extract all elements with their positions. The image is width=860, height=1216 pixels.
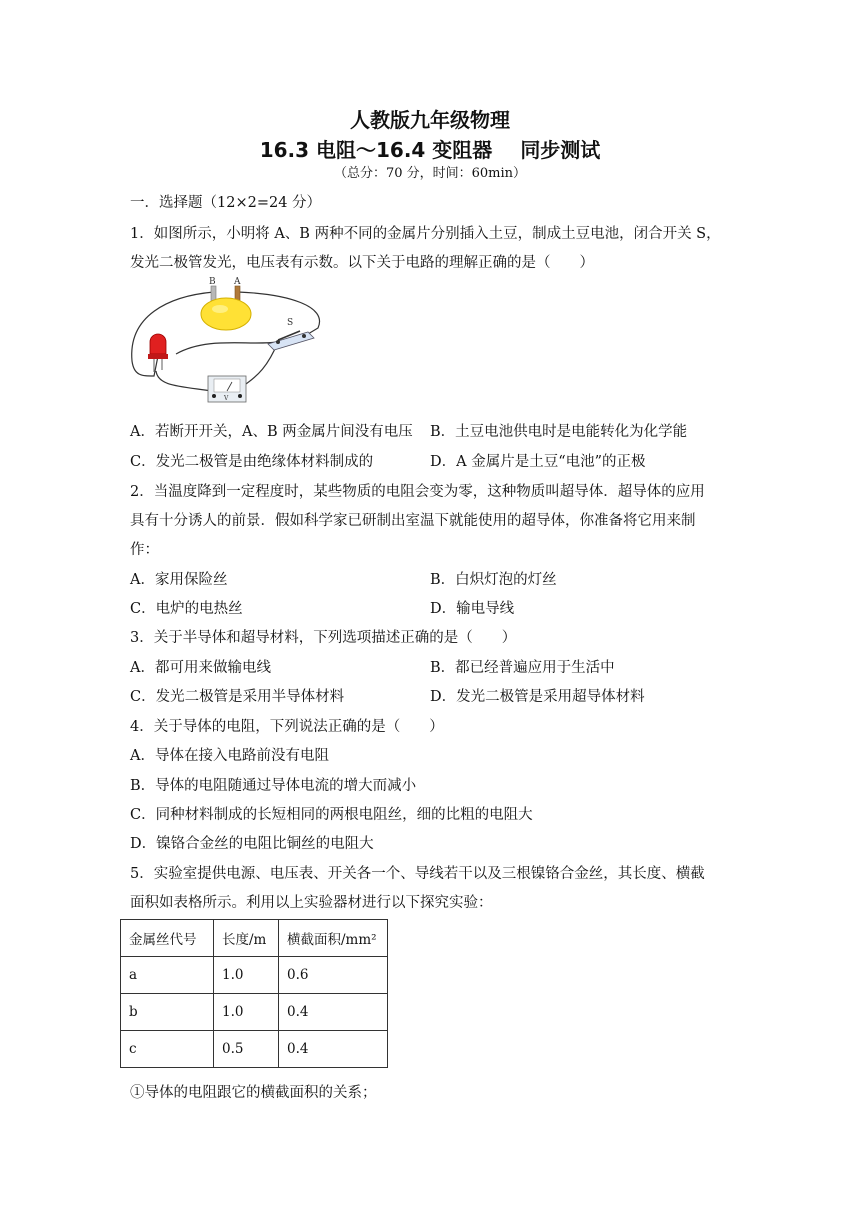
table-cell: 1.0 — [214, 994, 279, 1031]
q5-stem-line1: 5．实验室提供电源、电压表、开关各一个、导线若干以及三根镍铬合金丝，其长度、横截 — [130, 866, 705, 882]
svg-text:V: V — [224, 395, 229, 402]
svg-text:S: S — [287, 318, 294, 328]
led-icon — [148, 334, 168, 372]
table-row — [121, 1031, 388, 1068]
subtitle-chapter: 16.3 电阻～16.4 变阻器 — [259, 138, 493, 162]
q3-option-b: B．都已经普遍应用于生活中 — [430, 660, 615, 676]
table-cell: 0.5 — [214, 1031, 279, 1068]
q4-option-b: B．导体的电阻随通过导体电流的增大而减小 — [130, 778, 417, 794]
potato-battery-circuit-figure — [128, 276, 328, 408]
q2-stem-line3: 作： — [130, 542, 159, 558]
q2-option-b: B．白炽灯泡的灯丝 — [430, 572, 557, 588]
q4-option-c: C．同种材料制成的长短相同的两根电阻丝，细的比粗的电阻大 — [130, 807, 533, 823]
table-cell: 1.0 — [214, 957, 279, 994]
table-cell: 0.6 — [279, 957, 388, 994]
q3-option-d: D．发光二极管是采用超导体材料 — [430, 689, 645, 705]
table-header-cell: 横截面积/mm² — [279, 920, 388, 957]
score-info: （总分：70 分，时间：60min） — [333, 166, 527, 181]
q4-option-a: A．导体在接入电路前没有电阻 — [130, 748, 329, 764]
svg-text:B: B — [209, 277, 216, 287]
q1-option-b: B．土豆电池供电时是电能转化为化学能 — [430, 424, 688, 440]
wire-spec-table — [120, 919, 388, 1068]
switch-icon — [268, 318, 314, 350]
q2-option-a: A．家用保险丝 — [130, 572, 228, 588]
table-header-cell: 长度/m — [214, 920, 279, 957]
q2-stem-line1: 2．当温度降到一定程度时，某些物质的电阻会变为零，这种物质叫超导体．超导体的应用 — [130, 484, 705, 500]
q2-option-c: C．电炉的电热丝 — [130, 601, 243, 617]
table-cell: 0.4 — [279, 1031, 388, 1068]
q1-stem-line1: 1．如图所示，小明将 A、B 两种不同的金属片分别插入土豆，制成土豆电池，闭合开关 S， — [130, 226, 721, 242]
table-cell: 0.4 — [279, 994, 388, 1031]
q1-option-c: C．发光二极管是由绝缘体材料制成的 — [130, 454, 374, 470]
table-row — [121, 957, 388, 994]
svg-text:A: A — [234, 277, 241, 287]
q5-item-1: ①导体的电阻跟它的横截面积的关系； — [130, 1085, 377, 1101]
q3-option-a: A．都可用来做输电线 — [130, 660, 271, 676]
page-subtitle — [0, 134, 860, 163]
q4-stem: 4．关于导体的电阻，下列说法正确的是（ ） — [130, 719, 444, 735]
table-cell: b — [121, 994, 214, 1031]
table-cell: c — [121, 1031, 214, 1068]
voltmeter-icon — [208, 376, 246, 402]
q3-option-c: C．发光二极管是采用半导体材料 — [130, 689, 345, 705]
q2-option-d: D．输电导线 — [430, 601, 515, 617]
q5-stem-line2: 面积如表格所示。利用以上实验器材进行以下探究实验： — [130, 895, 493, 911]
potato-battery — [201, 298, 251, 330]
table-row — [121, 994, 388, 1031]
table-header-cell: 金属丝代号 — [121, 920, 214, 957]
q1-stem-line2: 发光二极管发光，电压表有示数。以下关于电路的理解正确的是（ ） — [130, 255, 594, 271]
section-heading: 一．选择题（12×2=24 分） — [130, 195, 322, 211]
table-cell: a — [121, 957, 214, 994]
page-title: 人教版九年级物理 — [350, 108, 510, 132]
table-header-row — [121, 920, 388, 957]
q2-stem-line2: 具有十分诱人的前景．假如科学家已研制出室温下就能使用的超导体，你准备将它用来制 — [130, 513, 696, 529]
q4-option-d: D．镍铬合金丝的电阻比铜丝的电阻大 — [130, 836, 374, 852]
q1-option-d: D．A 金属片是土豆“电池”的正极 — [430, 454, 646, 470]
q1-option-a: A．若断开开关，A、B 两金属片间没有电压 — [130, 424, 413, 440]
subtitle-test: 同步测试 — [520, 138, 601, 162]
q3-stem: 3．关于半导体和超导材料，下列选项描述正确的是（ ） — [130, 630, 517, 646]
